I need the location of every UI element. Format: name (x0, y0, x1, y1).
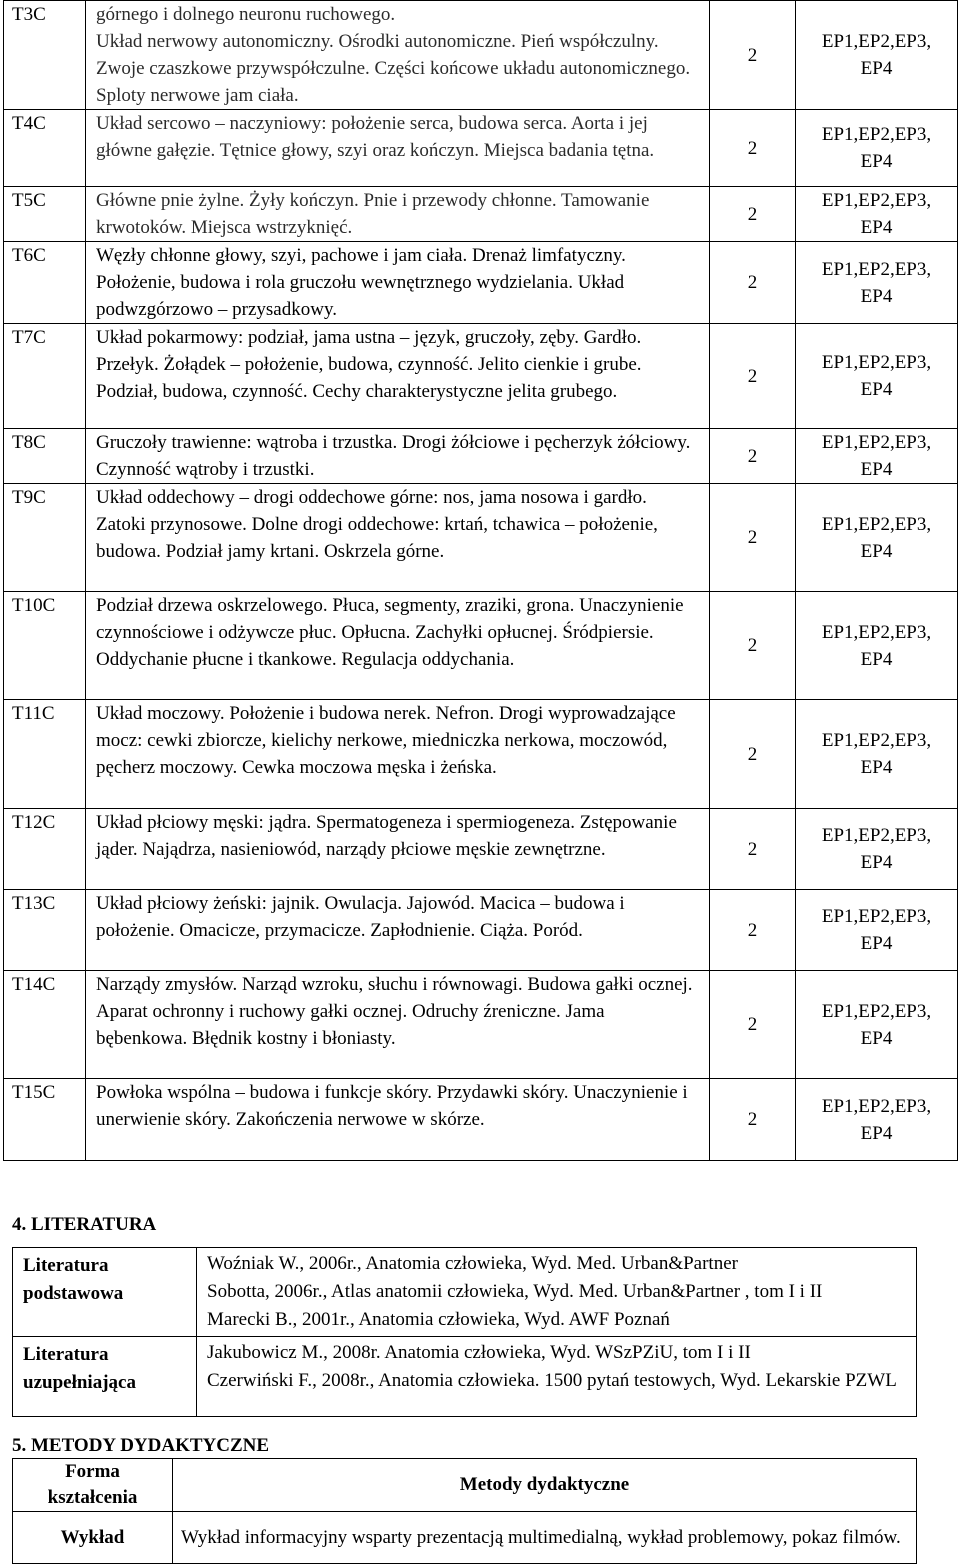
topic-learning-effects: EP1,EP2,EP3, EP4 (796, 1, 958, 110)
topic-learning-effects: EP1,EP2,EP3, EP4 (796, 971, 958, 1079)
topic-code: T9C (4, 484, 86, 592)
topic-description: Układ oddechowy – drogi oddechowe górne: nos, jama nosowa i gardło. Zatoki przynosowe. Dolne drogi oddechowe: krtań, tchawica – położenie, budowa. Podział jamy krtani. Oskrzela górne. (86, 484, 710, 592)
topic-hours: 2 (710, 890, 796, 971)
topic-learning-effects: EP1,EP2,EP3, EP4 (796, 1079, 958, 1161)
topic-code: T11C (4, 700, 86, 809)
topic-hours: 2 (710, 187, 796, 242)
topic-description: Narządy zmysłów. Narząd wzroku, słuchu i równowagi. Budowa gałki ocznej. Aparat ochronny i ruchowy gałki ocznej. Odruchy źreniczne. Jama bębenkowa. Błędnik kostny i błoniasty. (86, 971, 710, 1079)
topic-row (4, 110, 958, 187)
topic-row (4, 1079, 958, 1161)
topic-learning-effects: EP1,EP2,EP3, EP4 (796, 700, 958, 809)
literature-basic-item: Sobotta, 2006r., Atlas anatomii człowieka, Wyd. Med. Urban&Partner , tom I i II (207, 1281, 823, 1302)
topic-row (4, 1, 958, 110)
topic-code: T13C (4, 890, 86, 971)
topic-code: T12C (4, 809, 86, 890)
topic-row (4, 187, 958, 242)
topic-row (4, 429, 958, 484)
literature-basic-label: Literatura podstawowa (13, 1248, 197, 1337)
topic-hours: 2 (710, 324, 796, 429)
topic-description: Układ płciowy żeński: jajnik. Owulacja. Jajowód. Macica – budowa i położenie. Omacicze, przymacicze. Zapłodnienie. Ciąża. Poród. (86, 890, 710, 971)
topic-row (4, 324, 958, 429)
topic-description: Powłoka wspólna – budowa i funkcje skóry. Przydawki skóry. Unaczynienie i unerwienie skóry. Zakończenia nerwowe w skórze. (86, 1079, 710, 1161)
topic-learning-effects: EP1,EP2,EP3, EP4 (796, 890, 958, 971)
topic-description: Główne pnie żylne. Żyły kończyn. Pnie i przewody chłonne. Tamowanie krwotoków. Miejsca wstrzyknięć. (86, 187, 710, 242)
methods-col-form-header: Forma kształcenia (13, 1459, 173, 1512)
topic-code: T7C (4, 324, 86, 429)
topic-hours: 2 (710, 1, 796, 110)
topic-row (4, 484, 958, 592)
topic-description: Węzły chłonne głowy, szyi, pachowe i jam ciała. Drenaż limfatyczny. Położenie, budowa i rola gruczołu wewnętrznego wydzielania. Układ podwzgórzowo – przysadkowy. (86, 242, 710, 324)
topic-description: Układ moczowy. Położenie i budowa nerek. Nefron. Drogi wyprowadzające mocz: cewki zbiorcze, kielichy nerkowe, miedniczka nerkowa, moczowód, pęcherz moczowy. Cewka moczowa męska i żeńska. (86, 700, 710, 809)
topic-code: T15C (4, 1079, 86, 1161)
topic-learning-effects: EP1,EP2,EP3, EP4 (796, 110, 958, 187)
topic-hours: 2 (710, 110, 796, 187)
topic-description: Układ płciowy męski: jądra. Spermatogeneza i spermiogeneza. Zstępowanie jąder. Najądrza, nasieniowód, narządy płciowe męskie zewnętrzne. (86, 809, 710, 890)
topic-learning-effects: EP1,EP2,EP3, EP4 (796, 484, 958, 592)
topic-description: Podział drzewa oskrzelowego. Płuca, segmenty, zraziki, grona. Unaczynienie czynnościowe i odżywcze płuc. Opłucna. Zachyłki opłucnej. Śródpiersie. Oddychanie płucne i tkankowe. Regulacja oddychania. (86, 592, 710, 700)
topic-learning-effects: EP1,EP2,EP3, EP4 (796, 592, 958, 700)
topic-row (4, 971, 958, 1079)
methods-col-methods-header: Metody dydaktyczne (173, 1459, 917, 1512)
literature-supp-list (197, 1337, 917, 1417)
topic-code: T14C (4, 971, 86, 1079)
topic-hours: 2 (710, 592, 796, 700)
topic-learning-effects: EP1,EP2,EP3, EP4 (796, 809, 958, 890)
topic-code: T5C (4, 187, 86, 242)
topic-row (4, 809, 958, 890)
literature-supp-label: Literatura uzupełniająca (13, 1337, 197, 1417)
topic-code: T6C (4, 242, 86, 324)
literature-table (12, 1247, 917, 1417)
literature-basic-item: Woźniak W., 2006r., Anatomia człowieka, Wyd. Med. Urban&Partner (207, 1253, 738, 1274)
topic-hours: 2 (710, 484, 796, 592)
literature-supp-item: Jakubowicz M., 2008r. Anatomia człowieka, Wyd. WSzPZiU, tom I i II (207, 1342, 751, 1363)
literature-basic-list (197, 1248, 917, 1337)
topic-learning-effects: EP1,EP2,EP3, EP4 (796, 187, 958, 242)
topic-learning-effects: EP1,EP2,EP3, EP4 (796, 324, 958, 429)
topic-code: T3C (4, 1, 86, 110)
topic-code: T4C (4, 110, 86, 187)
topic-row (4, 592, 958, 700)
topic-learning-effects: EP1,EP2,EP3, EP4 (796, 242, 958, 324)
topics-table (3, 0, 958, 1161)
topic-description: górnego i dolnego neuronu ruchowego. Układ nerwowy autonomiczny. Ośrodki autonomiczne. Pień współczulny. Zwoje czaszkowe przywspółczulne. Części końcowe układu autonomicznego. Sploty nerwowe jam ciała. (86, 1, 710, 110)
topic-learning-effects: EP1,EP2,EP3, EP4 (796, 429, 958, 484)
topic-hours: 2 (710, 1079, 796, 1161)
methods-table (12, 1458, 917, 1564)
topic-hours: 2 (710, 809, 796, 890)
literature-supp-item: Czerwiński F., 2008r., Anatomia człowieka. 1500 pytań testowych, Wyd. Lekarskie PZWL (207, 1370, 897, 1391)
topic-description: Układ sercowo – naczyniowy: położenie serca, budowa serca. Aorta i jej główne gałęzie. Tętnice głowy, szyi oraz kończyn. Miejsca badania tętna. (86, 110, 710, 187)
topic-row (4, 700, 958, 809)
topic-hours: 2 (710, 971, 796, 1079)
methods-method-cell: Wykład informacyjny wsparty prezentacją multimedialną, wykład problemowy, pokaz filmów. (173, 1512, 917, 1564)
topic-code: T8C (4, 429, 86, 484)
topic-code: T10C (4, 592, 86, 700)
topic-hours: 2 (710, 242, 796, 324)
topic-description: Układ pokarmowy: podział, jama ustna – język, gruczoły, zęby. Gardło. Przełyk. Żołądek – położenie, budowa, czynność. Jelito cienkie i grube. Podział, budowa, czynność. Cechy charakterystyczne jelita grubego. (86, 324, 710, 429)
literature-heading: 4. LITERATURA (12, 1214, 157, 1235)
topic-hours: 2 (710, 700, 796, 809)
methods-form-cell: Wykład (13, 1512, 173, 1564)
topic-description: Gruczoły trawienne: wątroba i trzustka. Drogi żółciowe i pęcherzyk żółciowy. Czynność wątroby i trzustki. (86, 429, 710, 484)
literature-basic-item: Marecki B., 2001r., Anatomia człowieka, Wyd. AWF Poznań (207, 1309, 670, 1330)
topic-row (4, 890, 958, 971)
topic-row (4, 242, 958, 324)
topic-hours: 2 (710, 429, 796, 484)
methods-heading: 5. METODY DYDAKTYCZNE (12, 1435, 270, 1456)
